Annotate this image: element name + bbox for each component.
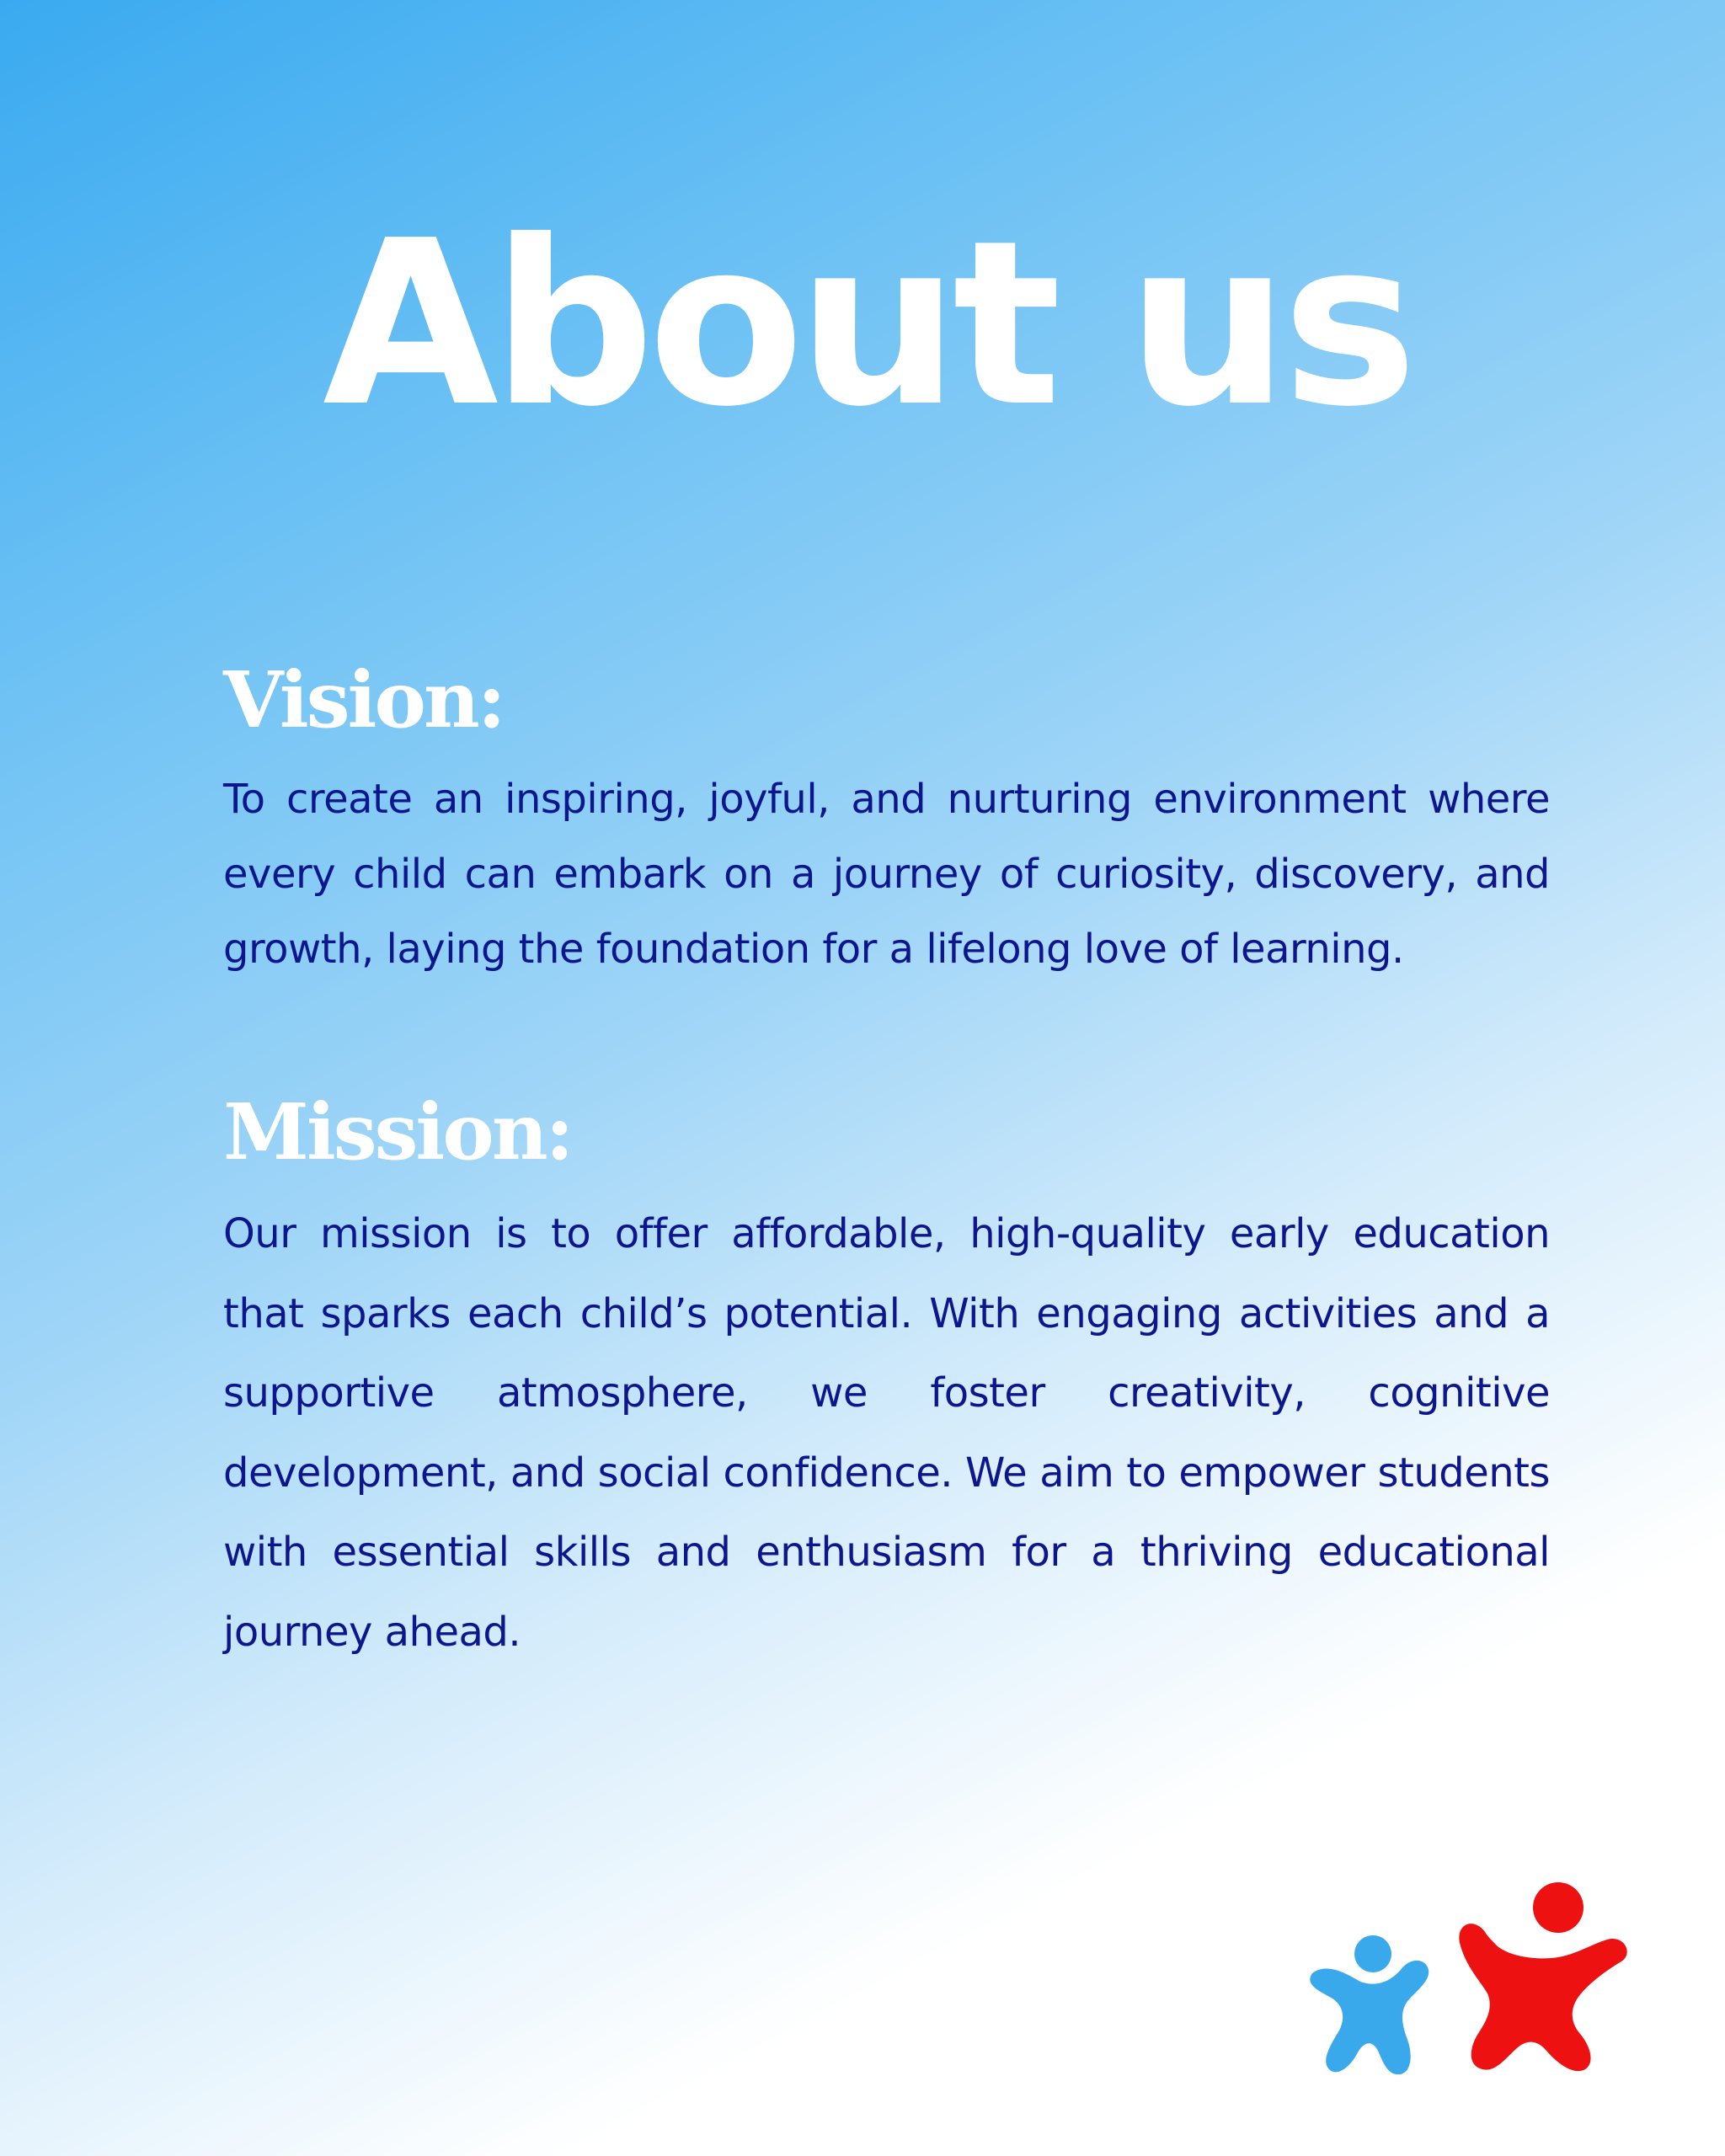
vision-section: [223, 654, 1550, 987]
mission-text: Our mission is to offer affordable, high-quality early education that sparks each child’s potential. With engaging activities and a supportive atmosphere, we foster creativity, cognitive development, and social confidence. We aim to empower students with essential skills and enthusiasm for a thriving educational journey ahead.: [223, 1210, 1550, 1656]
red-child-head: [1533, 1882, 1583, 1933]
blue-child-body: [1310, 1961, 1429, 2074]
blue-child-head: [1354, 1935, 1391, 1972]
red-child-body: [1459, 1924, 1626, 2071]
page-title: About us: [323, 191, 1411, 456]
blue-child-figure: [1310, 1935, 1429, 2074]
vision-text: To create an inspiring, joyful, and nurturing environment where every child can embark on a journey of curiosity, discovery, and growth, laying the foundation for a lifelong love of learning.: [223, 776, 1550, 973]
vision-heading: Vision:: [223, 654, 504, 745]
two-children-icon: [1306, 1882, 1630, 2089]
red-child-figure: [1459, 1882, 1626, 2071]
mission-section: [223, 1086, 1550, 1672]
mission-heading: Mission:: [223, 1086, 572, 1177]
